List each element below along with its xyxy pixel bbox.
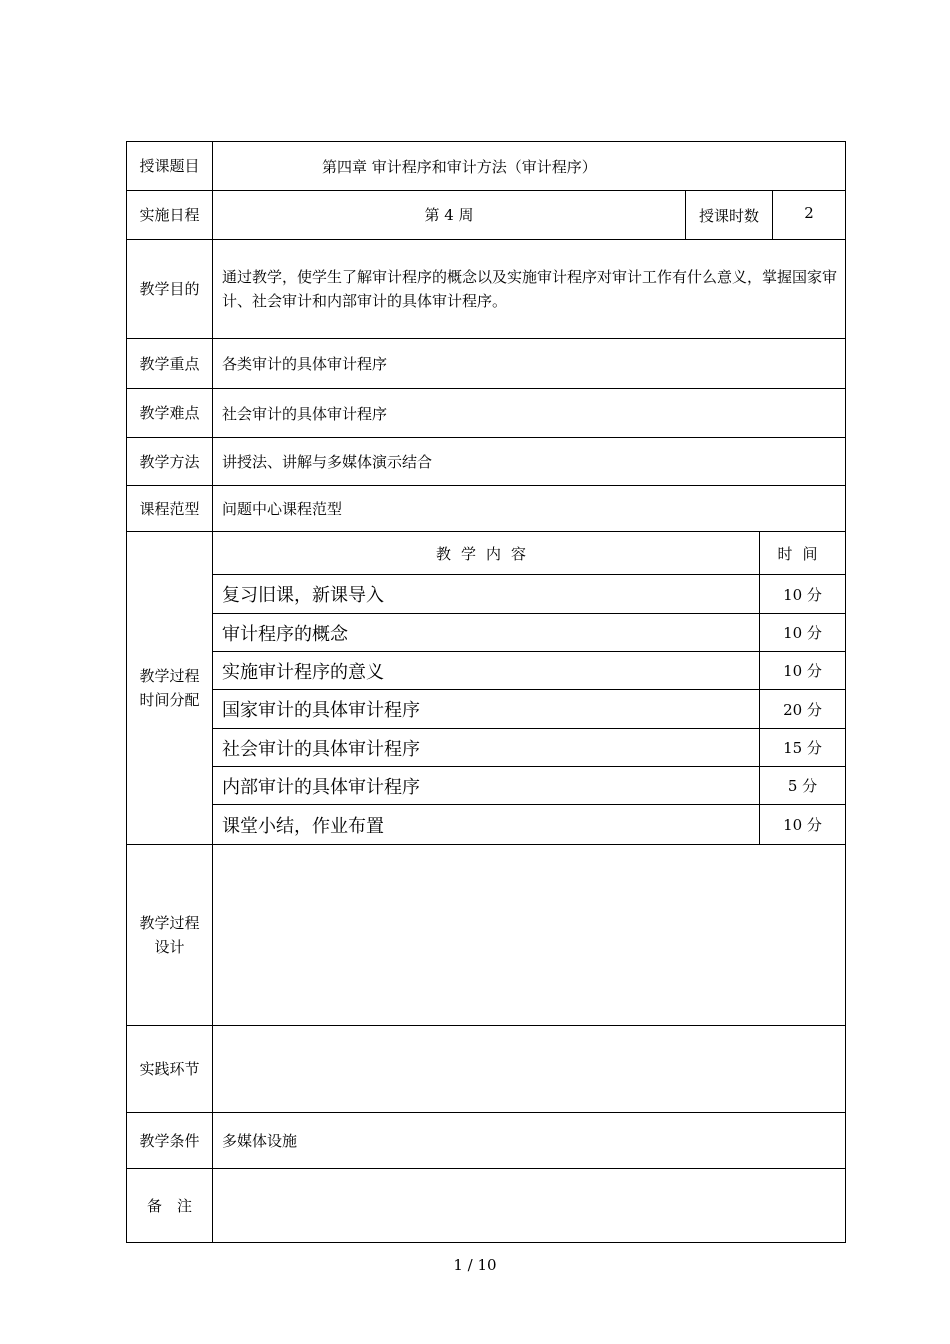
objective-row [127, 240, 845, 339]
remarks-value [213, 1169, 845, 1242]
paradigm-label: 课程范型 [127, 486, 213, 531]
objective-value: 通过教学，使学生了解审计程序的概念以及实施审计程序对审计工作有什么意义，掌握国家审计、社会审计和内部审计的具体审计程序。 [222, 268, 838, 310]
allocation-item-time: 5 分 [759, 767, 845, 804]
key-points-label: 教学重点 [127, 339, 213, 388]
table-row [213, 729, 845, 767]
table-row [213, 575, 845, 614]
allocation-item-time: 10 分 [759, 614, 845, 651]
practice-value [213, 1026, 845, 1112]
allocation-row [127, 532, 845, 845]
schedule-label: 实施日程 [127, 191, 213, 239]
allocation-header-time: 时间 [759, 532, 845, 574]
allocation-item-time: 15 分 [759, 729, 845, 766]
remarks-label: 备 注 [127, 1169, 213, 1242]
design-value [213, 845, 845, 1025]
methods-value: 讲授法、讲解与多媒体演示结合 [222, 453, 433, 471]
table-row [213, 805, 845, 844]
topic-row [127, 142, 845, 191]
lesson-plan-table [126, 141, 846, 1243]
topic-label: 授课题目 [127, 142, 213, 190]
design-label-line1: 教学过程 [139, 914, 200, 932]
allocation-item-content: 内部审计的具体审计程序 [222, 776, 420, 798]
difficulties-row [127, 389, 845, 438]
topic-value: 第四章 审计程序和审计方法（审计程序） [322, 157, 597, 176]
allocation-item-content: 国家审计的具体审计程序 [222, 700, 420, 721]
page-number: 1 / 10 [453, 1256, 497, 1274]
conditions-value: 多媒体设施 [222, 1132, 298, 1150]
paradigm-value: 问题中心课程范型 [222, 500, 343, 518]
schedule-row [127, 191, 845, 240]
methods-row [127, 438, 845, 486]
table-row [213, 690, 845, 729]
allocation-item-content: 课堂小结，作业布置 [222, 815, 384, 837]
allocation-item-content: 审计程序的概念 [222, 623, 348, 645]
objective-label: 教学目的 [127, 240, 213, 338]
allocation-header-content: 教学内容 [435, 544, 536, 563]
table-row [213, 614, 845, 652]
design-label [127, 845, 213, 1025]
allocation-label-line1: 教学过程 [139, 667, 200, 685]
allocation-item-content: 实施审计程序的意义 [222, 661, 384, 683]
key-points-row [127, 339, 845, 389]
allocation-item-content: 复习旧课，新课导入 [222, 585, 384, 606]
allocation-item-time: 10 分 [759, 575, 845, 613]
table-row [213, 652, 845, 690]
difficulties-value: 社会审计的具体审计程序 [222, 404, 388, 423]
hours-value: 2 [804, 204, 814, 222]
allocation-table [213, 532, 845, 844]
allocation-item-time: 10 分 [759, 805, 845, 844]
key-points-value: 各类审计的具体审计程序 [222, 355, 388, 373]
allocation-label-line2: 时间分配 [139, 691, 200, 709]
allocation-item-time: 10 分 [759, 652, 845, 689]
conditions-label: 教学条件 [127, 1113, 213, 1168]
table-row [213, 767, 845, 805]
practice-row [127, 1026, 845, 1113]
allocation-label [127, 532, 213, 844]
paradigm-row [127, 486, 845, 532]
schedule-value: 第 4 周 [213, 191, 686, 239]
allocation-item-time: 20 分 [759, 690, 845, 728]
methods-label: 教学方法 [127, 438, 213, 485]
design-row [127, 845, 845, 1026]
allocation-header-row [213, 532, 845, 575]
allocation-item-content: 社会审计的具体审计程序 [222, 738, 420, 760]
difficulties-label: 教学难点 [127, 389, 213, 437]
conditions-row [127, 1113, 845, 1169]
hours-label: 授课时数 [686, 191, 773, 239]
practice-label: 实践环节 [127, 1026, 213, 1112]
remarks-row [127, 1169, 845, 1242]
design-label-line2: 设计 [154, 938, 185, 956]
